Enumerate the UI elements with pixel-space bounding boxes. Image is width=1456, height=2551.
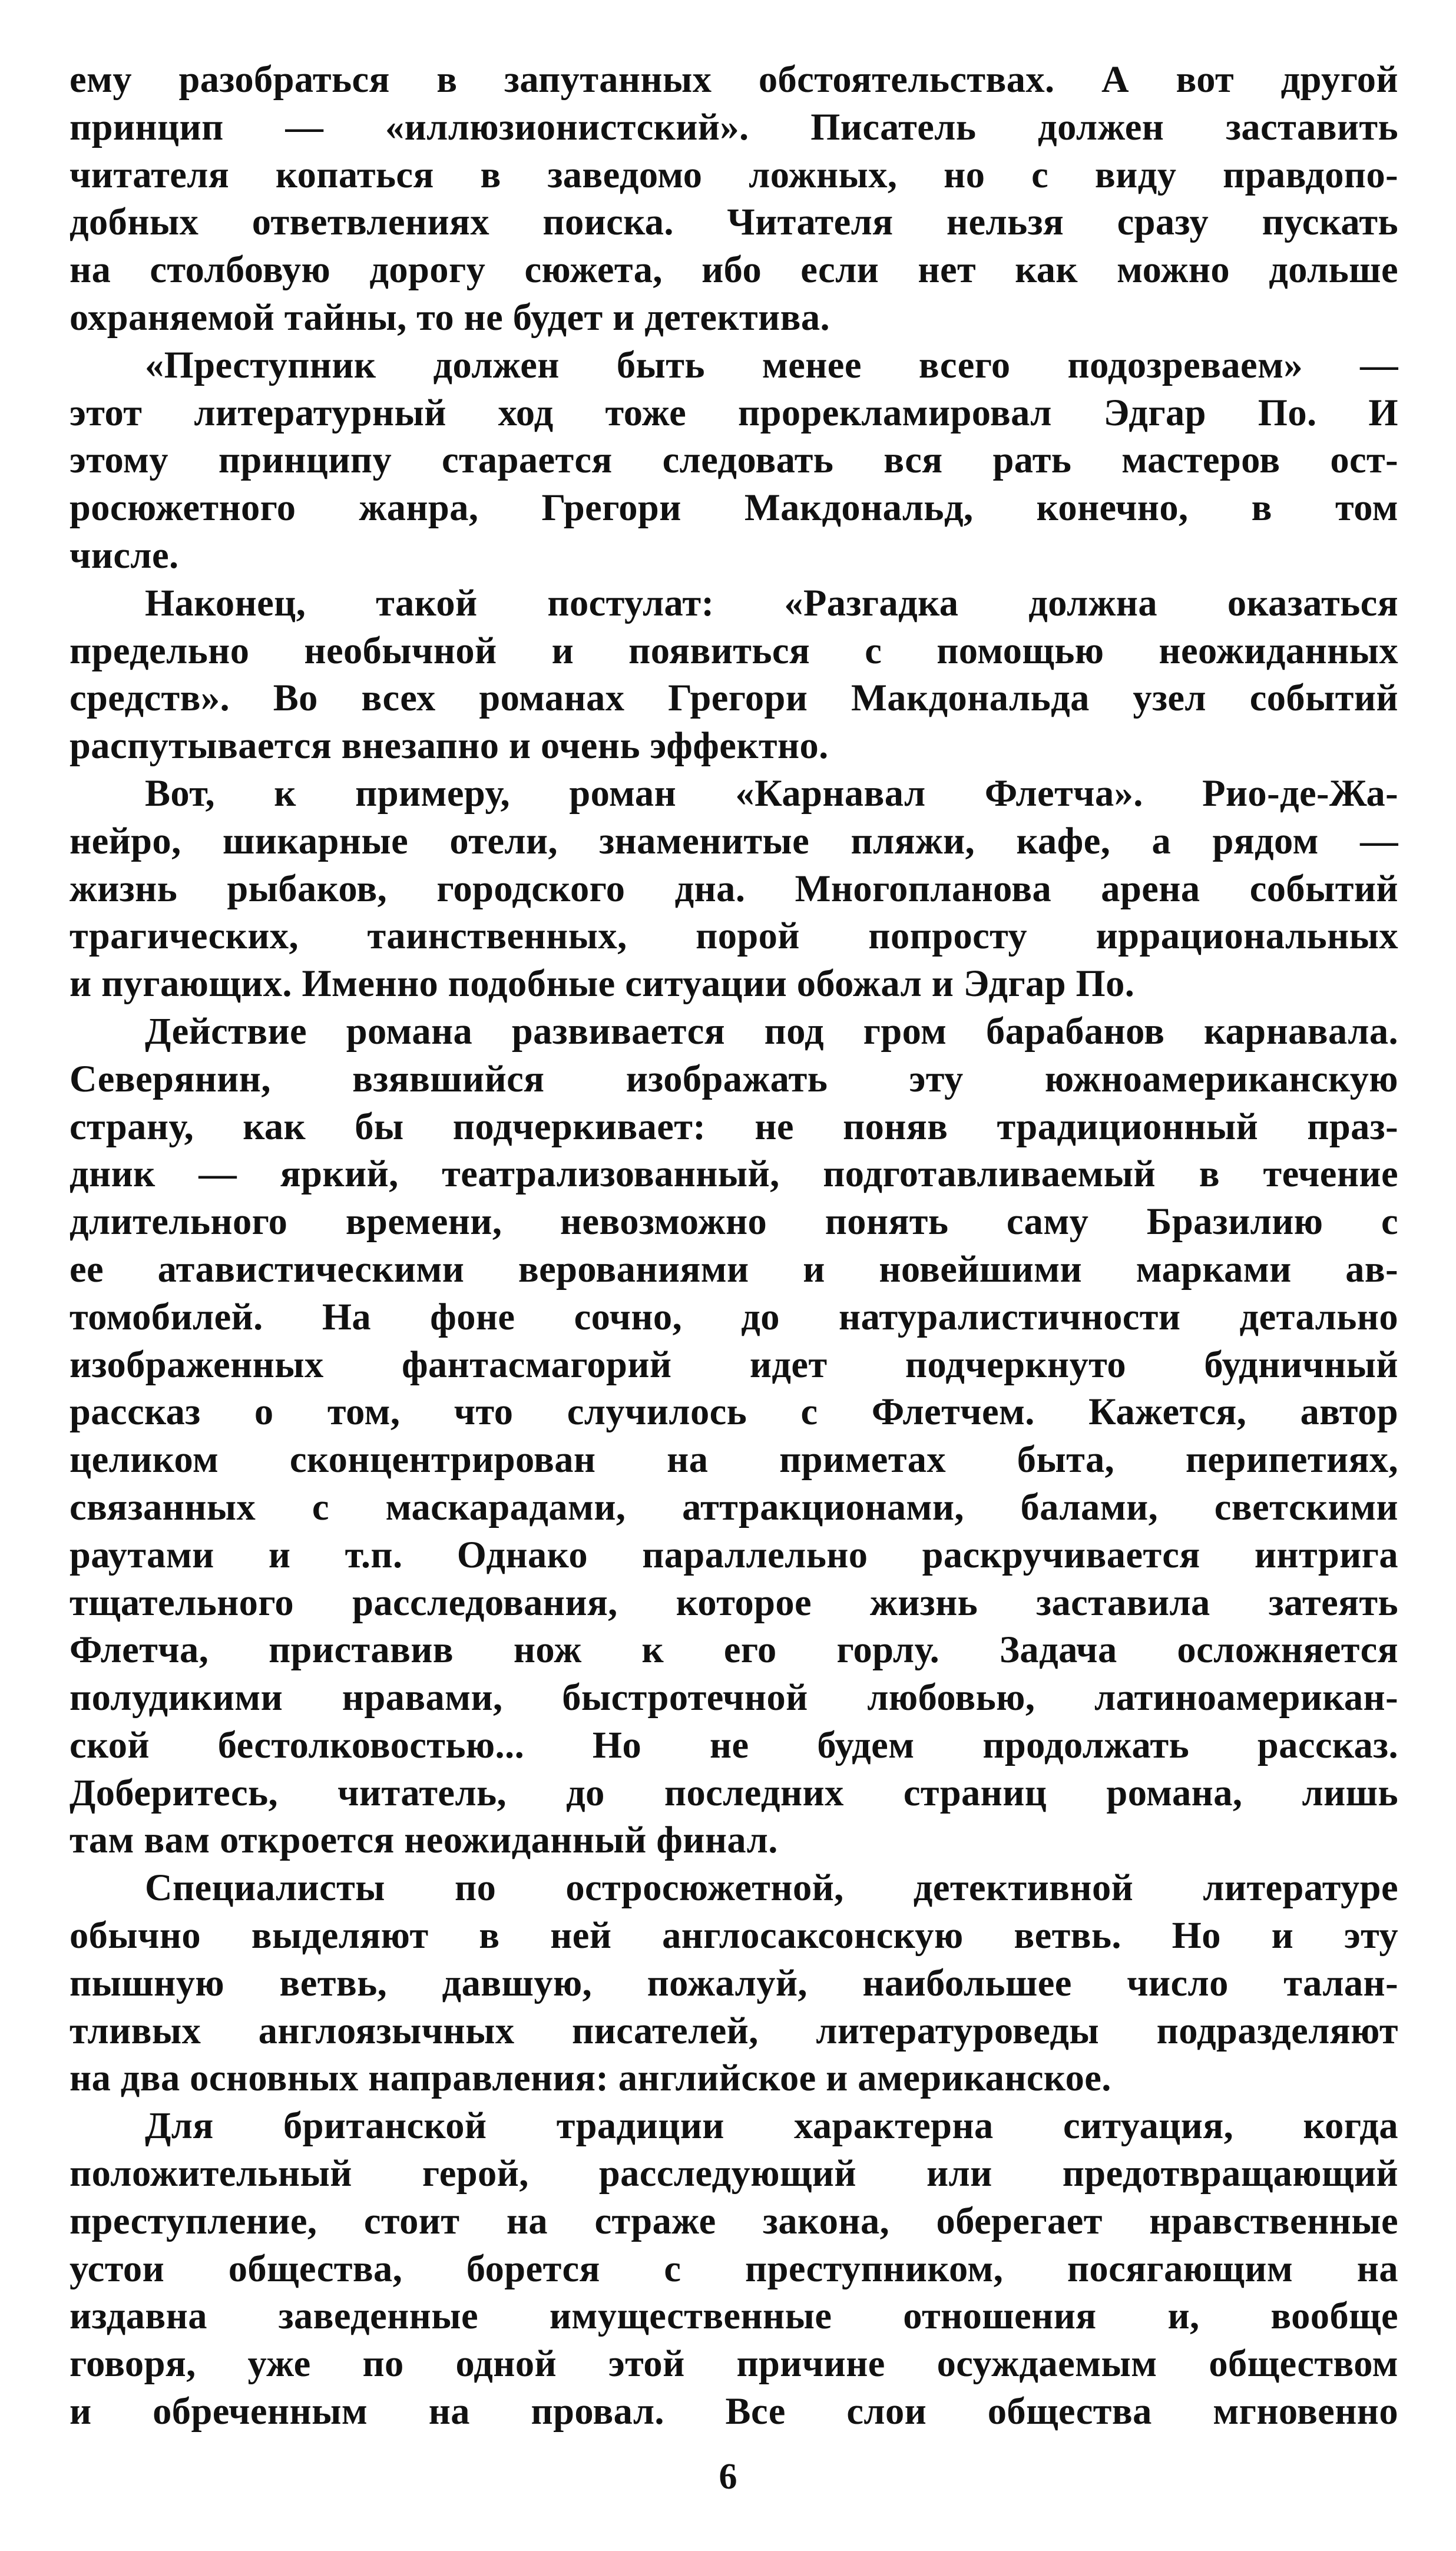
text-line: Северянин, взявшийся изображать эту южноамериканскую	[70, 1057, 1398, 1100]
text-line: ской бестолковостью... Но не будем продолжать рассказ.	[70, 1723, 1398, 1766]
text-line: Для британской традиции характерна ситуация, когда	[145, 2105, 1398, 2147]
text-line: «Преступник должен быть менее всего подозреваем» —	[145, 343, 1398, 386]
text-line: добных ответвлениях поиска. Читателя нельзя сразу пускать	[70, 201, 1398, 243]
paragraph	[70, 2102, 1398, 2436]
paragraph	[70, 342, 1398, 580]
text-line: положительный герой, расследующий или предотвращающий	[70, 2152, 1398, 2195]
text-line: Наконец, такой постулат: «Разгадка должна оказаться	[145, 581, 1398, 624]
text-line: связанных с маскарадами, аттракционами, балами, светскими	[70, 1485, 1398, 1528]
paragraph	[70, 1008, 1398, 1864]
text-line: Флетча, приставив нож к его горлу. Задача осложняется	[70, 1629, 1398, 1671]
text-line: страну, как бы подчеркивает: не поняв традиционный праз-	[70, 1105, 1398, 1147]
text-line: предельно необычной и появиться с помощью неожиданных	[70, 629, 1398, 671]
text-line: и пугающих. Именно подобные ситуации обожал и Эдгар По.	[70, 962, 1135, 1005]
text-line: Действие романа развивается под гром барабанов карнавала.	[145, 1010, 1398, 1052]
text-line: устои общества, борется с преступником, посягающим на	[70, 2247, 1398, 2289]
text-line: и обреченным на провал. Все слои общества мгновенно	[70, 2390, 1398, 2433]
text-line: говоря, уже по одной этой причине осуждаемым обществом	[70, 2342, 1398, 2385]
text-line: ее атавистическими верованиями и новейшими марками ав-	[70, 1248, 1398, 1290]
text-line: там вам откроется неожиданный финал.	[70, 1819, 778, 1861]
text-line: этому принципу старается следовать вся рать мастеров ост-	[70, 439, 1398, 481]
text-line: на столбовую дорогу сюжета, ибо если нет как можно дольше	[70, 249, 1398, 291]
text-line: томобилей. На фоне сочно, до натуралистичности детально	[70, 1295, 1398, 1338]
text-line: дник — яркий, театрализованный, подготавливаемый в течение	[70, 1153, 1398, 1195]
text-line: читателя копаться в заведомо ложных, но с виду правдопо-	[70, 153, 1398, 196]
text-line: длительного времени, невозможно понять саму Бразилию с	[70, 1200, 1398, 1243]
text-line: тливых англоязычных писателей, литературоведы подразделяют	[70, 2009, 1398, 2052]
text-line: преступление, стоит на страже закона, оберегает нравственные	[70, 2199, 1398, 2242]
text-line: ему разобраться в запутанных обстоятельствах. А вот другой	[70, 58, 1398, 100]
text-line: тщательного расследования, которое жизнь заставила затеять	[70, 1581, 1398, 1623]
text-line: изображенных фантасмагорий идет подчеркнуто будничный	[70, 1343, 1398, 1385]
page-number: 6	[719, 2457, 737, 2497]
text-line: полудикими нравами, быстротечной любовью, латиноамерикан-	[70, 1676, 1398, 1719]
text-line: росюжетного жанра, Грегори Макдональд, конечно, в том	[70, 487, 1398, 529]
text-line: трагических, таинственных, порой попросту иррациональных	[70, 915, 1398, 957]
paragraph	[70, 1864, 1398, 2102]
text-line: Специалисты по остросюжетной, детективной литературе	[145, 1867, 1398, 1909]
text-line: на два основных направления: английское и американское.	[70, 2057, 1111, 2099]
text-line: раутами и т.п. Однако параллельно раскручивается интрига	[70, 1533, 1398, 1576]
text-line: этот литературный ход тоже прорекламировал Эдгар По. И	[70, 391, 1398, 434]
paragraph	[70, 580, 1398, 770]
text-line: числе.	[70, 534, 179, 576]
text-line: обычно выделяют в ней англосаксонскую ветвь. Но и эту	[70, 1914, 1398, 1957]
text-line: Вот, к примеру, роман «Карнавал Флетча». Рио-де-Жа-	[145, 772, 1398, 814]
text-line: охраняемой тайны, то не будет и детектива.	[70, 296, 830, 338]
text-line: распутывается внезапно и очень эффектно.	[70, 724, 829, 767]
text-line: жизнь рыбаков, городского дна. Многопланова арена событий	[70, 867, 1398, 909]
text-line: средств». Во всех романах Грегори Макдональда узел событий	[70, 677, 1398, 719]
paragraph	[70, 770, 1398, 1008]
text-line: целиком сконцентрирован на приметах быта, перипетиях,	[70, 1438, 1398, 1481]
text-line: принцип — «иллюзионистский». Писатель должен заставить	[70, 105, 1398, 148]
text-line: рассказ о том, что случилось с Флетчем. Кажется, автор	[70, 1391, 1398, 1433]
text-line: издавна заведенные имущественные отношения и, вообще	[70, 2295, 1398, 2337]
paragraph	[70, 56, 1398, 342]
text-line: пышную ветвь, давшую, пожалуй, наибольшее число талан-	[70, 1961, 1398, 2004]
page-body	[70, 56, 1398, 2436]
text-line: нейро, шикарные отели, знаменитые пляжи, кафе, а рядом —	[70, 819, 1398, 862]
text-line: Доберитесь, читатель, до последних страниц романа, лишь	[70, 1771, 1398, 1814]
